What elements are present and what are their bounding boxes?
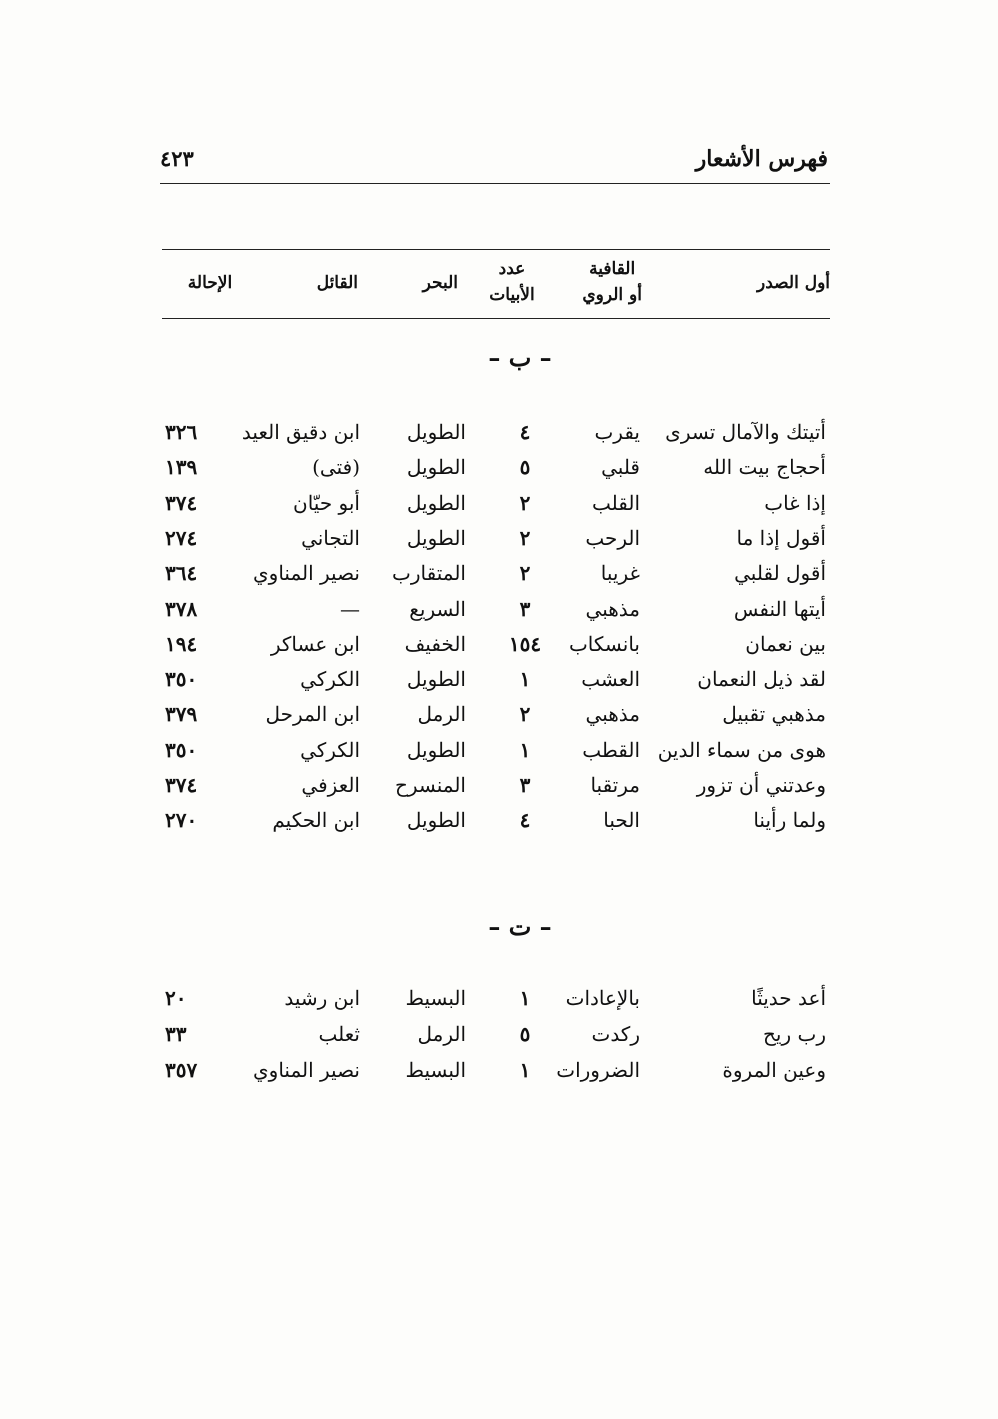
section-heading-ba: – ب –: [488, 343, 552, 372]
column-header-count-line2: الأبيات: [489, 285, 535, 305]
rhyme: بالإعادات: [565, 986, 640, 1010]
table-row: [0, 488, 998, 518]
verse-count: ٣: [519, 596, 531, 621]
column-header-rhyme-line2: أو الروي: [582, 285, 642, 305]
first-words: أعد حديثًا: [751, 986, 826, 1010]
meter: الطويل: [406, 737, 466, 762]
rhyme: مرتقبا: [590, 773, 640, 797]
verse-count: ١٥٤: [508, 631, 542, 656]
table-row: [0, 523, 998, 553]
verse-count: ٤: [519, 420, 531, 444]
running-title: فهرس الأشعار: [695, 146, 828, 172]
rhyme: قلبي: [601, 455, 640, 480]
meter: الطويل: [406, 525, 466, 550]
rhyme: الحبا: [603, 808, 640, 833]
table-row: [0, 805, 998, 835]
rhyme: غريبا: [600, 561, 640, 586]
rhyme: يقرب: [594, 420, 640, 444]
column-header-count: [482, 256, 542, 308]
verse-count: ١: [519, 667, 531, 692]
first-words: بين نعمان: [745, 631, 826, 656]
column-header-reference: الإحالة: [187, 273, 233, 293]
rhyme: بانسكاب: [568, 631, 640, 656]
first-words: أيتها النفس: [733, 596, 826, 621]
meter: البسيط: [405, 1058, 466, 1082]
table-header-rule: [162, 318, 830, 319]
meter: المنسرح: [394, 773, 466, 797]
page-reference: ٣٧٤: [165, 773, 198, 797]
poet: العزفي: [301, 773, 360, 797]
poet: ثعلب: [318, 1022, 360, 1046]
table-row: [0, 735, 998, 765]
first-words: إذا غاب: [764, 490, 826, 515]
poet: الكركي: [300, 667, 360, 692]
verse-count: ٢: [519, 490, 531, 515]
rhyme: ركدت: [591, 1022, 640, 1046]
first-words: وعين المروة: [722, 1058, 826, 1082]
table-row: [0, 983, 998, 1013]
rhyme: العشب: [581, 667, 640, 692]
poet: ابن الحكيم: [272, 808, 360, 833]
page-reference: ٣٦٤: [165, 561, 198, 586]
verse-count: ٥: [519, 455, 531, 480]
section-heading-ta: – ت –: [488, 912, 552, 941]
first-words: مذهبي تقبيل: [722, 702, 826, 727]
table-row: [0, 664, 998, 694]
page-reference: ٣٥٠: [165, 667, 198, 692]
page-reference: ١٩٤: [165, 631, 198, 656]
meter: الطويل: [406, 808, 466, 833]
page-reference: ٣٢٦: [165, 420, 198, 444]
first-words: ولما رأينا: [753, 808, 826, 833]
poet: نصير المناوي: [253, 1058, 360, 1082]
page-reference: ٣٧٩: [165, 702, 198, 727]
first-words: لقد ذيل النعمان: [697, 667, 826, 692]
rhyme: القطب: [582, 737, 640, 762]
table-row: [0, 770, 998, 800]
first-words: أتيتك والآمال تسرى: [665, 420, 826, 444]
meter: الطويل: [406, 490, 466, 515]
first-words: رب ريح: [763, 1022, 826, 1046]
verse-count: ٤: [519, 808, 531, 833]
meter: المتقارب: [392, 561, 466, 586]
header-rule: [160, 183, 830, 184]
verse-count: ١: [519, 737, 531, 762]
verse-count: ١: [519, 986, 531, 1010]
poet: ابن عساكر: [270, 631, 360, 656]
rhyme: مذهبي: [585, 596, 640, 621]
meter: الطويل: [406, 420, 466, 444]
page-number: ٤٢٣: [160, 146, 194, 171]
meter: الطويل: [406, 455, 466, 480]
poet: (فتى): [312, 455, 360, 480]
table-row: [0, 594, 998, 624]
rhyme: القلب: [591, 490, 640, 515]
verse-count: ١: [519, 1058, 531, 1082]
first-words: أقول لقلبي: [734, 561, 826, 586]
column-header-count-line1: عدد: [498, 259, 526, 279]
meter: الرمل: [417, 702, 466, 727]
table-row: [0, 629, 998, 659]
poet: نصير المناوي: [253, 561, 360, 586]
first-words: وعدتني أن تزور: [696, 773, 826, 797]
poet: —: [340, 596, 360, 621]
page-reference: ٢٧٤: [165, 525, 198, 550]
page-reference: ٢٠: [165, 986, 187, 1010]
poet: ابن دقيق العيد: [241, 420, 360, 444]
first-words: أحجاج بيت الله: [703, 455, 826, 480]
poet: ابن رشيد: [284, 986, 360, 1010]
first-words: أقول إذا ما: [736, 525, 826, 550]
meter: الخفيف: [404, 631, 466, 656]
verse-count: ٥: [519, 1022, 531, 1046]
meter: الرمل: [417, 1022, 466, 1046]
verse-count: ٢: [519, 561, 531, 586]
meter: السريع: [409, 596, 466, 621]
column-header-meter: البحر: [422, 273, 458, 293]
meter: البسيط: [405, 986, 466, 1010]
table-row: [0, 1055, 998, 1085]
table-row: [0, 417, 998, 447]
table-row: [0, 558, 998, 588]
poet: الكركي: [300, 737, 360, 762]
poet: ابن المرحل: [265, 702, 360, 727]
column-header-rhyme: [582, 256, 642, 308]
meter: الطويل: [406, 667, 466, 692]
table-row: [0, 452, 998, 482]
rhyme: الرحب: [585, 525, 640, 550]
page-reference: ٢٧٠: [165, 808, 198, 833]
page-reference: ٣٥٧: [165, 1058, 198, 1082]
verse-count: ٢: [519, 702, 531, 727]
rhyme: مذهبي: [585, 702, 640, 727]
page-reference: ٣٧٨: [165, 596, 198, 621]
poet: أبو حيّان: [293, 490, 360, 515]
column-header-first-words: أول الصدر: [757, 273, 830, 293]
poet: التجاني: [301, 525, 360, 550]
page-reference: ٣٥٠: [165, 737, 198, 762]
table-row: [0, 699, 998, 729]
verse-count: ٣: [519, 773, 531, 797]
column-header-poet: القائل: [316, 273, 358, 293]
table-row: [0, 1019, 998, 1049]
page-reference: ٣٧٤: [165, 490, 198, 515]
table-top-rule: [162, 249, 830, 250]
first-words: هوى من سماء الدين: [657, 737, 826, 762]
verse-count: ٢: [519, 525, 531, 550]
column-header-rhyme-line1: القافية: [589, 259, 636, 279]
rhyme: الضرورات: [556, 1058, 640, 1082]
page-reference: ٣٣: [165, 1022, 187, 1046]
page-reference: ١٣٩: [165, 455, 198, 480]
